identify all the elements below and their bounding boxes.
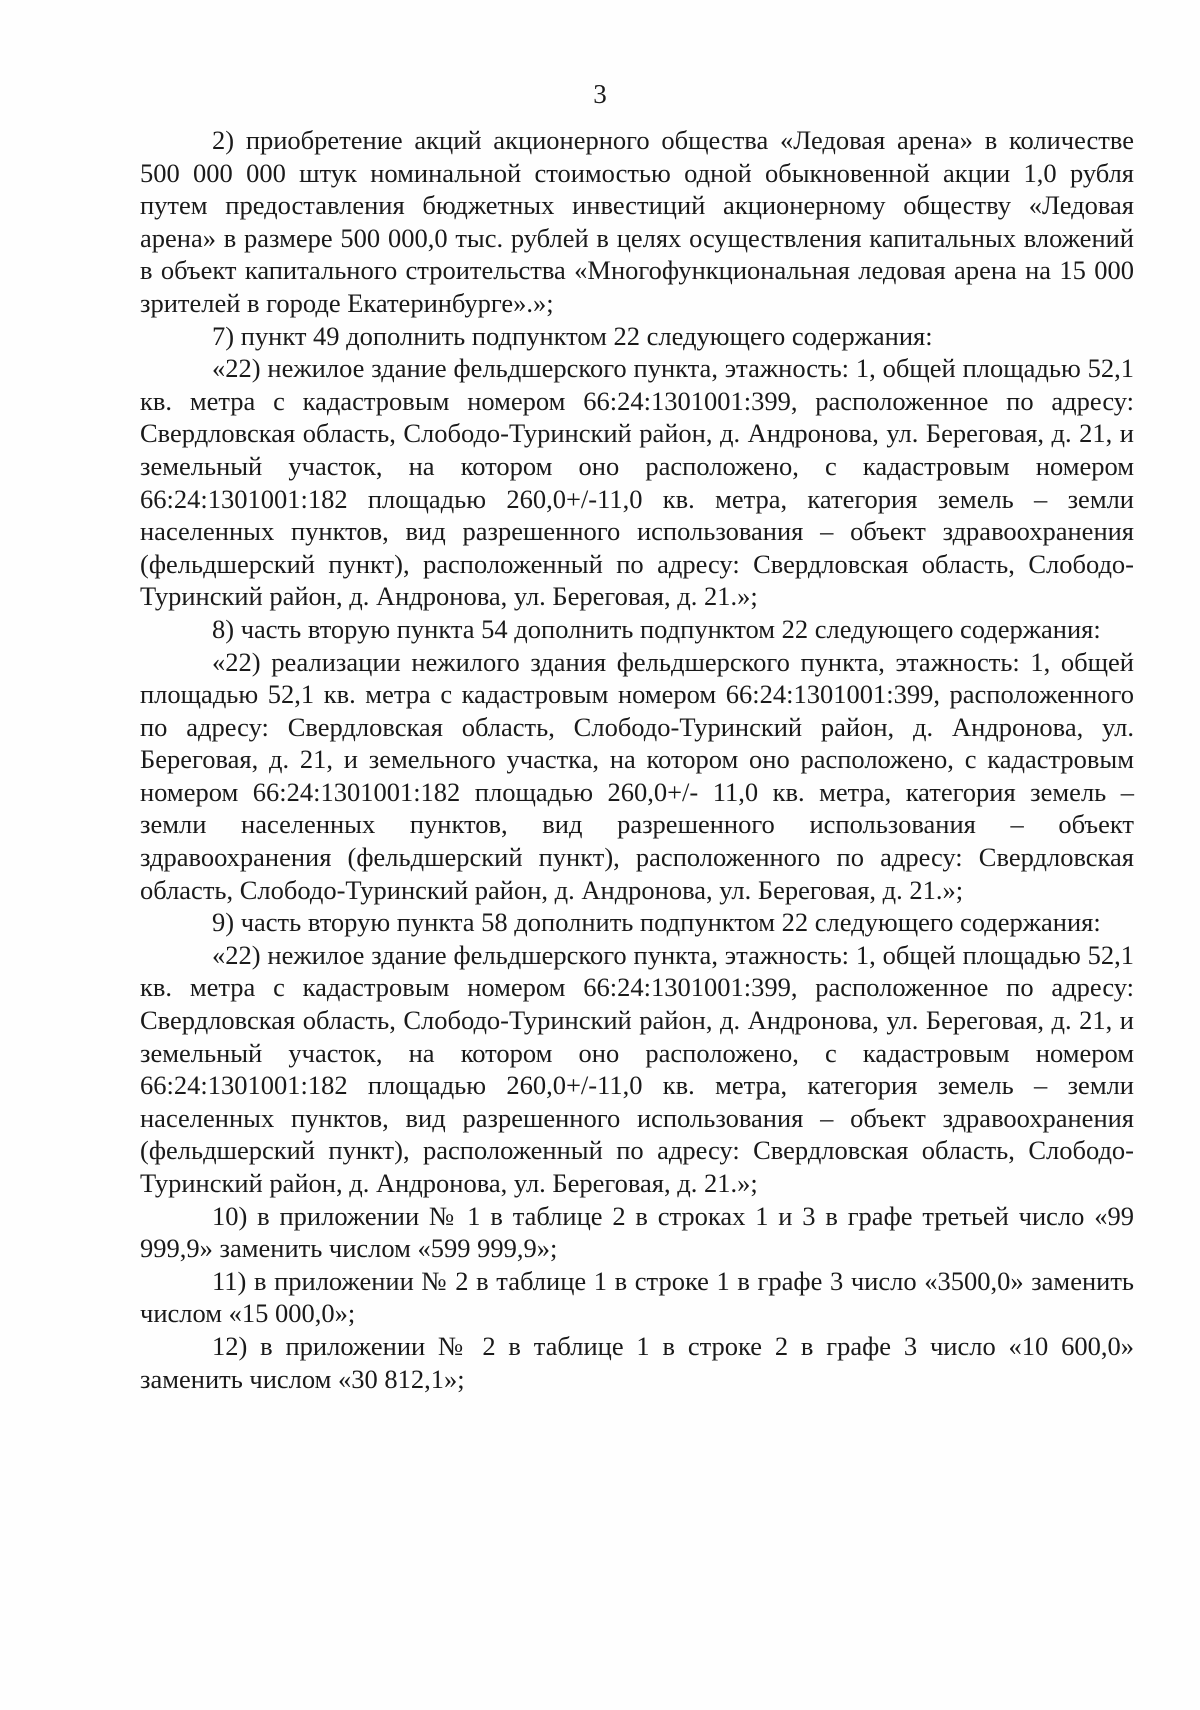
page-number: 3 — [593, 79, 607, 109]
paragraph-item-2: 2) приобретение акций акционерного общества «Ледовая арена» в количестве 500 000 000 штук номинальной стоимостью одной обыкновенной акции 1,0 рубля путем предоставления бюджетных инвестиций акционерному обществу «Ледовая арена» в размере 500 000,0 тыс. рублей в целях осуществления капитальных вложений в объект капитального строительства «Многофункциональная ледовая арена на 15 000 зрителей в городе Екатеринбурге».»; — [140, 125, 1134, 318]
paragraph-subitem-22-p54: «22) реализации нежилого здания фельдшерского пункта, этажность: 1, общей площадью 52,1 кв. метра с кадастровым номером 66:24:1301001:399, расположенного по адресу: Свердловская область, Слободо-Туринский район, д. Андронова, ул. Береговая, д. 21, и земельного участка, на котором оно расположено, с кадастровым номером 66:24:1301001:182 площадью 260,0+/- 11,0 кв. метра, категория земель – земли населенных пунктов, вид разрешенного использования – объект здравоохранения (фельдшерский пункт), расположенного по адресу: Свердловская область, Слободо-Туринский район, д. Андронова, ул. Береговая, д. 21.»; — [140, 646, 1134, 905]
paragraph-item-9: 9) часть вторую пункта 58 дополнить подпунктом 22 следующего содержания: — [212, 907, 1101, 938]
paragraph-item-11: 11) в приложении № 2 в таблице 1 в строке 1 в графе 3 число «3500,0» заменить числом «15 000,0»; — [140, 1265, 1134, 1329]
paragraph-item-10: 10) в приложении № 1 в таблице 2 в строках 1 и 3 в графе третьей число «99 999,9» заменить числом «599 999,9»; — [140, 1200, 1134, 1264]
paragraph-subitem-22-p49: «22) нежилое здание фельдшерского пункта, этажность: 1, общей площадью 52,1 кв. метра с кадастровым номером 66:24:1301001:399, расположенное по адресу: Свердловская область, Слободо-Туринский район, д. Андронова, ул. Береговая, д. 21, и земельный участок, на котором оно расположено, с кадастровым номером 66:24:1301001:182 площадью 260,0+/-11,0 кв. метра, категория земель – земли населенных пунктов, вид разрешенного использования – объект здравоохранения (фельдшерский пункт), расположенный по адресу: Свердловская область, Слободо-Туринский район, д. Андронова, ул. Береговая, д. 21.»; — [140, 353, 1134, 612]
paragraph-item-7: 7) пункт 49 дополнить подпунктом 22 следующего содержания: — [212, 320, 933, 351]
paragraph-item-8: 8) часть вторую пункта 54 дополнить подпунктом 22 следующего содержания: — [212, 613, 1101, 644]
document-body — [140, 124, 1134, 1395]
paragraph-subitem-22-p58: «22) нежилое здание фельдшерского пункта, этажность: 1, общей площадью 52,1 кв. метра с кадастровым номером 66:24:1301001:399, расположенное по адресу: Свердловская область, Слободо-Туринский район, д. Андронова, ул. Береговая, д. 21, и земельный участок, на котором оно расположено, с кадастровым номером 66:24:1301001:182 площадью 260,0+/-11,0 кв. метра, категория земель – земли населенных пунктов, вид разрешенного использования – объект здравоохранения (фельдшерский пункт), расположенный по адресу: Свердловская область, Слободо-Туринский район, д. Андронова, ул. Береговая, д. 21.»; — [140, 939, 1134, 1198]
paragraph-item-12: 12) в приложении № 2 в таблице 1 в строке 2 в графе 3 число «10 600,0» заменить числом «30 812,1»; — [140, 1330, 1134, 1394]
